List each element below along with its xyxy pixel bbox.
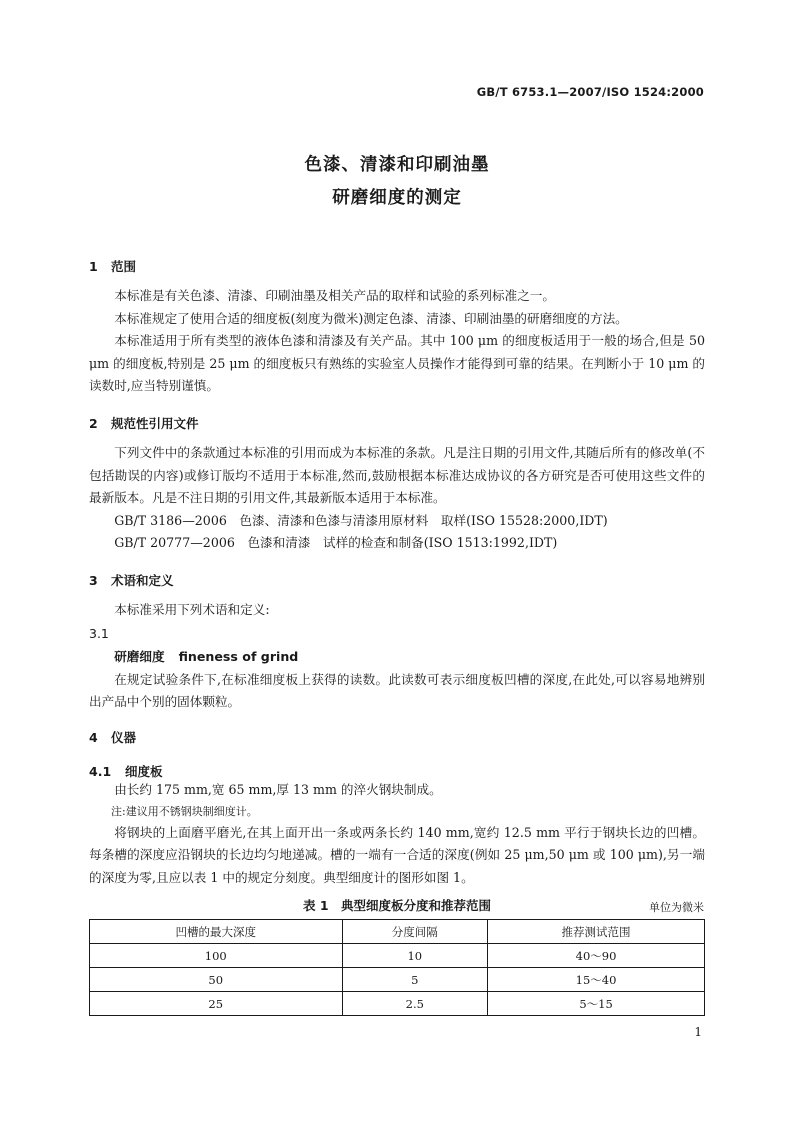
reference-1: GB/T 3186—2006 色漆、清漆和色漆与清漆用原材料 取样(ISO 15528:2000,IDT): [114, 512, 608, 528]
title-line-1: 色漆、清漆和印刷油墨: [304, 155, 490, 175]
section-4-title: 仪器: [111, 730, 137, 745]
section-1-para-1: 本标准是有关色漆、清漆、印刷油墨及相关产品的取样和试验的系列标准之一。: [114, 288, 555, 303]
section-1-title: 范围: [111, 259, 137, 274]
reference-2: GB/T 20777—2006 色漆和清漆 试样的检查和制备(ISO 1513:1992,IDT): [114, 535, 558, 550]
fineness-table: [89, 919, 705, 1016]
term-chinese: 研磨细度: [114, 649, 165, 664]
subsection-4-1-title: 细度板: [125, 764, 163, 779]
table-cell: 25: [90, 992, 343, 1016]
section-2-title: 规范性引用文件: [111, 416, 199, 431]
section-4-number: 4: [89, 730, 98, 745]
section-2-para-1: 下列文件中的条款通过本标准的引用而成为本标准的条款。凡是注日期的引用文件,其随后所有的修改单(不包括勘误的内容)或修订版均不适用于本标准,然而,鼓励根据本标准达成协议的各方研究是否可使用这些文件的最新版本。凡是不注日期的引用文件,其最新版本适用于本标准。: [89, 445, 705, 505]
page-number: 1: [694, 1025, 702, 1039]
table-header-cell: 分度间隔: [342, 920, 488, 944]
section-4-para-2: 将钢块的上面磨平磨光,在其上面开出一条或两条长约 140 mm,宽约 12.5 mm 平行于钢块长边的凹槽。每条槽的深度应沿钢块的长边均匀地递减。槽的一端有一合适的深度(例如 25 μm,50 μm 或 100 μm),另一端的深度为零,且应以表 1 中的规定分刻度。典型细度计的图形如图 1。: [89, 824, 705, 885]
section-4-body: [89, 779, 705, 889]
section-4-heading: [89, 728, 136, 746]
section-2-body: [89, 442, 705, 555]
section-1-para-3: 本标准适用于所有类型的液体色漆和清漆及有关产品。其中 100 μm 的细度板适用于一般的场合,但是 50 μm 的细度板,特别是 25 μm 的细度板只有熟练的实验室人员操作才能得到可靠的结果。在判断小于 10 μm 的读数时,应当特别谨慎。: [89, 333, 705, 393]
standard-code: GB/T 6753.1—2007/ISO 1524:2000: [476, 85, 704, 99]
section-3-body: [89, 599, 705, 622]
table-cell: 50: [90, 968, 343, 992]
section-1-para-2: 本标准规定了使用合适的细度板(刻度为微米)测定色漆、清漆、印刷油墨的研磨细度的方法。: [114, 310, 628, 326]
table-cell: 2.5: [342, 992, 488, 1016]
table-cell: 40～90: [488, 944, 705, 968]
subsection-4-1-heading: [89, 762, 163, 780]
section-1-number: 1: [89, 259, 98, 274]
section-3-para-1: 本标准采用下列术语和定义:: [114, 602, 270, 617]
subsection-4-1-number: 4.1: [89, 764, 112, 779]
title-line-2: 研磨细度的测定: [332, 188, 462, 208]
section-3-title: 术语和定义: [111, 573, 174, 588]
section-4-para-1: 由长约 175 mm,宽 65 mm,厚 13 mm 的淬火钢块制成。: [114, 782, 442, 797]
table-header-cell: 推荐测试范围: [488, 920, 705, 944]
table-unit: 单位为微米: [649, 901, 704, 914]
section-4-note: 注:建议用不锈钢块制细度计。: [111, 804, 258, 818]
table-cell: 5: [342, 968, 488, 992]
table-cell: 100: [90, 944, 343, 968]
table-row: [90, 944, 705, 968]
table-header-cell: 凹槽的最大深度: [90, 920, 343, 944]
section-2-number: 2: [89, 416, 98, 431]
table-cell: 10: [342, 944, 488, 968]
section-3-heading: [89, 571, 174, 589]
term-definition-text: 在规定试验条件下,在标准细度板上获得的读数。此读数可表示细度板凹槽的深度,在此处,可以容易地辨别出产品中个别的固体颗粒。: [89, 671, 705, 709]
section-3-number: 3: [89, 573, 98, 588]
table-cell: 5～15: [488, 992, 705, 1016]
table-cell: 15～40: [488, 968, 705, 992]
table-row: [90, 992, 705, 1016]
table-header-row: [90, 920, 705, 944]
section-1-heading: [89, 257, 136, 275]
term-english: fineness of grind: [178, 649, 299, 664]
subsection-3-1-number: 3.1: [89, 626, 109, 641]
term-definition: [89, 646, 705, 714]
table-caption: 表 1 典型细度板分度和推荐范围: [302, 898, 492, 913]
table-row: [90, 968, 705, 992]
section-2-heading: [89, 414, 199, 432]
section-1-body: [89, 285, 705, 398]
